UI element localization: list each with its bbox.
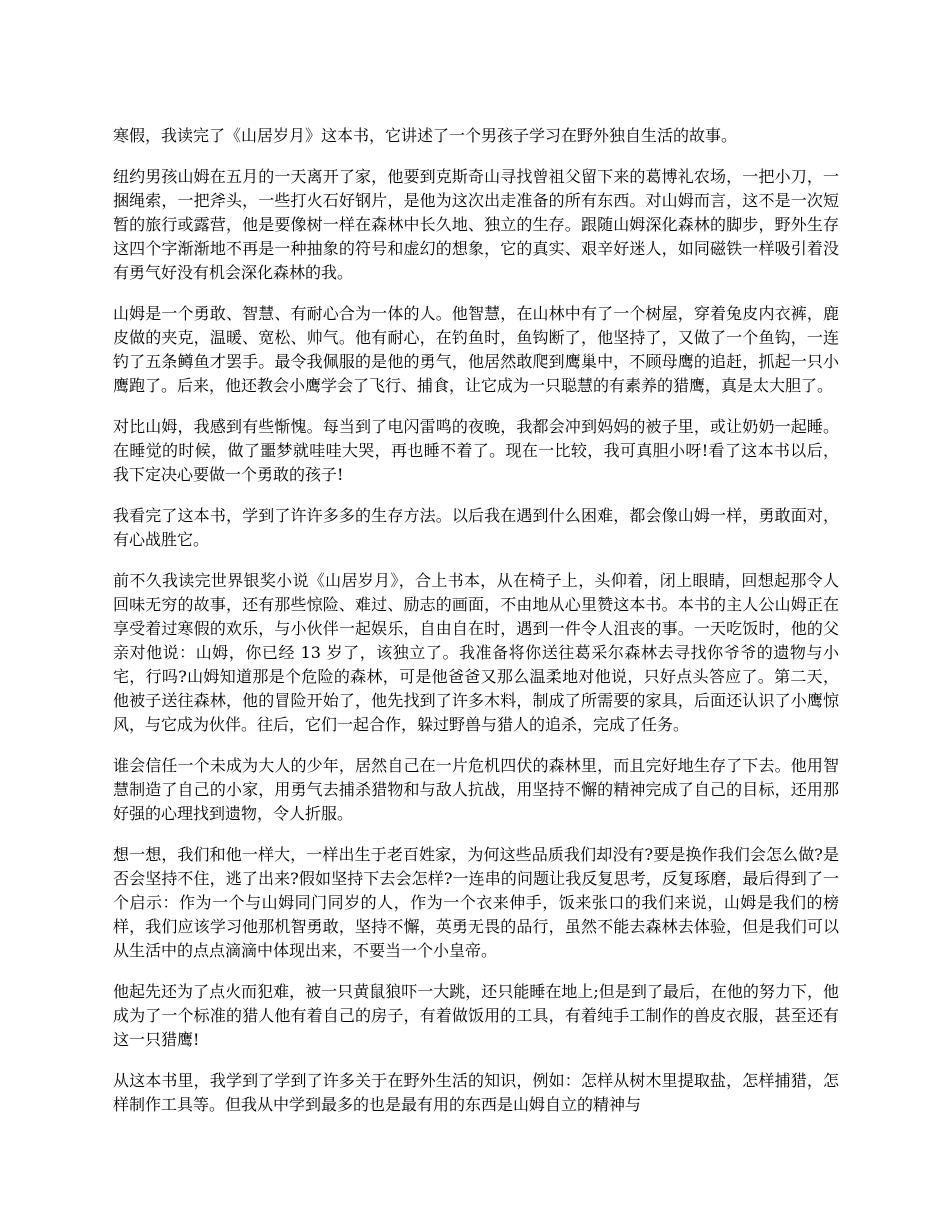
paragraph-10: 从这本书里，我学到了学到了许多关于在野外生活的知识，例如：怎样从树木里提取盐，怎样捕猎，怎样制作工具等。但我从中学到最多的也是最有用的东西是山姆自立的精神与 [113,1071,839,1114]
paragraph-3: 山姆是一个勇敢、智慧、有耐心合为一体的人。他智慧，在山林中有了一个树屋，穿着兔皮内衣裤，鹿皮做的夹克，温暖、宽松、帅气。他有耐心，在钓鱼时，鱼钩断了，他坚持了，又做了一个鱼钩，一连钓了五条鳟鱼才罢手。最令我佩服的是他的勇气，他居然敢爬到鹰巢中，不顾母鹰的追赶，抓起一只小鹰跑了。后来，他还教会小鹰学会了飞行、捕食，让它成为一只聪慧的有素养的猎鹰，真是太大胆了。 [113,304,839,395]
document-body [113,124,839,1134]
paragraph-9: 他起先还为了点火而犯难，被一只黄鼠狼吓一大跳，还只能睡在地上;但是到了最后，在他的努力下，他成为了一个标准的猎人他有着自己的房子，有着做饭用的工具，有着纯手工制作的兽皮衣服，甚至还有这一只猎鹰! [113,982,839,1049]
paragraph-1: 寒假，我读完了《山居岁月》这本书，它讲述了一个男孩子学习在野外独自生活的故事。 [113,126,738,145]
paragraph-6: 前不久我读完世界银奖小说《山居岁月》，合上书本，从在椅子上，头仰着，闭上眼睛，回想起那令人回味无穷的故事，还有那些惊险、难过、励志的画面，不由地从心里赞这本书。本书的主人公山姆正在享受着过寒假的欢乐，与小伙伴一起娱乐，自由自在时，遇到一件令人沮丧的事。一天吃饭时，他的父亲对他说：山姆，你已经 13 岁了，该独立了。我准备将你送往葛采尔森林去寻找你爷爷的遗物与小宅，行吗?山姆知道那是个危险的森林，可是他爸爸又那么温柔地对他说，只好点头答应了。第二天，他被子送往森林，他的冒险开始了，他先找到了许多木料，制成了所需要的家具，后面还认识了小鹰惊风，与它成为伙伴。往后，它们一起合作，躲过野兽与猎人的追杀，完成了任务。 [113,571,839,734]
paragraph-5: 我看完了这本书，学到了许许多多的生存方法。以后我在遇到什么困难，都会像山姆一样，勇敢面对，有心战胜它。 [113,506,839,549]
paragraph-7: 谁会信任一个未成为大人的少年，居然自己在一片危机四伏的森林里，而且完好地生存了下去。他用智慧制造了自己的小家，用勇气去捕杀猎物和与敌人抗战，用坚持不懈的精神完成了自己的目标，还用那好强的心理找到遗物，令人折服。 [113,756,839,823]
paragraph-4: 对比山姆，我感到有些惭愧。每当到了电闪雷鸣的夜晚，我都会冲到妈妈的被子里，或让奶奶一起睡。在睡觉的时候，做了噩梦就哇哇大哭，再也睡不着了。现在一比较，我可真胆小呀!看了这本书以后，我下定决心要做一个勇敢的孩子! [113,417,839,484]
paragraph-2: 纽约男孩山姆在五月的一天离开了家，他要到克斯奇山寻找曾祖父留下来的葛博礼农场，一把小刀，一捆绳索，一把斧头，一些打火石好钢片，是他为这次出走准备的所有东西。对山姆而言，这不是一次短暂的旅行或露营，他是要像树一样在森林中长久地、独立的生存。跟随山姆深化森林的脚步，野外生存这四个字渐渐地不再是一种抽象的符号和虚幻的想象，它的真实、艰辛好迷人，如同磁铁一样吸引着没有勇气好没有机会深化森林的我。 [113,167,839,282]
paragraph-8: 想一想，我们和他一样大，一样出生于老百姓家，为何这些品质我们却没有?要是换作我们会怎么做?是否会坚持不住，逃了出来?假如坚持下去会怎样?一连串的问题让我反复思考，反复琢磨，最后得到了一个启示：作为一个与山姆同门同岁的人，作为一个衣来伸手，饭来张口的我们来说，山姆是我们的榜样，我们应该学习他那机智勇敢，坚持不懈，英勇无畏的品行，虽然不能去森林去体验，但是我们可以从生活中的点点滴滴中体现出来，不要当一个小皇帝。 [113,845,839,960]
